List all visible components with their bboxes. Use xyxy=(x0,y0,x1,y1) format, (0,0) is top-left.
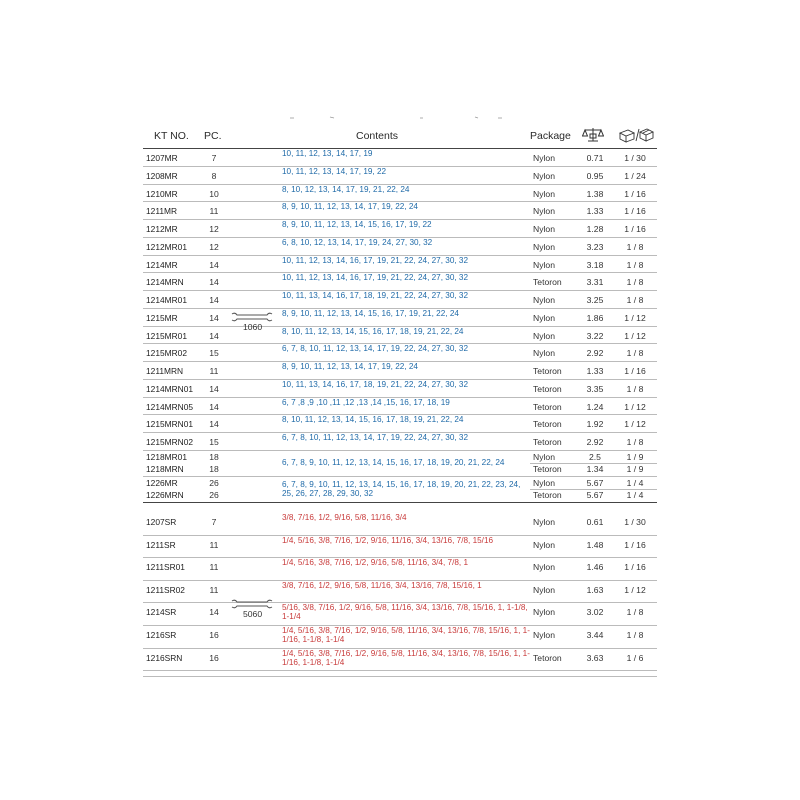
contents-sizes: 3/8, 7/16, 1/2, 9/16, 5/8, 11/16, 3/4 xyxy=(282,513,407,522)
kt-number: 1215MRN02 xyxy=(146,437,194,447)
piece-count: 14 xyxy=(209,607,219,618)
weight-value: 1.28 xyxy=(586,224,604,234)
row-divider xyxy=(143,676,657,677)
weight-value: 1.34 xyxy=(586,463,604,474)
contents-sizes: 6, 7 ,8 ,9 ,10 ,11 ,12 ,13 ,14 ,15, 16, 17, 18, 19 xyxy=(282,397,450,407)
package-type: Nylon xyxy=(533,312,555,323)
kt-number: 1215MRN01 xyxy=(146,419,194,430)
weight-value: 5.67 xyxy=(586,489,604,500)
piece-count: 14 xyxy=(209,330,219,341)
contents-sizes: 8, 9, 10, 11, 12, 13, 14, 15, 16, 17, 19, 22 xyxy=(282,220,432,229)
weight-value: 0.61 xyxy=(586,517,604,527)
carton-quantity: 1 / 30 xyxy=(624,153,646,163)
contents-sizes: 8, 9, 10, 11, 12, 13, 14, 17, 19, 22, 24 xyxy=(282,362,418,371)
piece-count: 11 xyxy=(209,562,219,573)
carton-quantity: 1 / 16 xyxy=(624,188,646,199)
carton-quantity: 1 / 8 xyxy=(626,607,644,618)
weight-value: 1.33 xyxy=(586,206,604,217)
contents-sizes: 1/4, 5/16, 3/8, 7/16, 1/2, 9/16, 11/16, 3/4, 13/16, 7/8, 15/16 xyxy=(282,535,494,545)
contents-sizes: 10, 11, 13, 14, 16, 17, 18, 19, 21, 22, 24, 27, 30, 32 xyxy=(282,291,469,300)
kt-number: 1211MRN xyxy=(146,366,184,376)
package-type: Nylon xyxy=(533,259,555,270)
package-type: Tetoron xyxy=(533,437,562,447)
carton-quantity: 1 / 16 xyxy=(624,366,646,376)
package-type: Nylon xyxy=(533,584,555,595)
piece-count: 8 xyxy=(211,170,217,181)
piece-count: 11 xyxy=(209,206,219,217)
weight-value: 0.95 xyxy=(586,170,604,181)
weight-value: 1.86 xyxy=(586,312,604,323)
contents-sizes: 8, 9, 10, 11, 12, 13, 14, 17, 19, 22, 24 xyxy=(282,202,418,212)
package-type: Nylon xyxy=(533,539,555,550)
header-pc: PC. xyxy=(204,130,222,142)
group-label-5060: 5060 xyxy=(243,609,263,619)
piece-count: 14 xyxy=(209,383,219,394)
piece-count: 12 xyxy=(209,241,219,252)
kt-number: 1211MR xyxy=(146,206,178,217)
kt-number: 1208MR xyxy=(146,170,178,181)
piece-count: 18 xyxy=(209,451,219,462)
piece-count: 16 xyxy=(209,630,219,640)
weight-value: 1.24 xyxy=(586,401,604,412)
kt-number: 1214MRN01 xyxy=(146,383,194,394)
piece-count: 14 xyxy=(209,259,219,270)
kt-number: 1215MR xyxy=(146,312,178,323)
scale-icon xyxy=(582,126,604,144)
carton-quantity: 1 / 9 xyxy=(626,451,644,462)
piece-count: 26 xyxy=(209,477,219,488)
package-type: Nylon xyxy=(533,630,555,640)
kt-number: 1218MR01 xyxy=(146,451,187,462)
contents-sizes: 8, 10, 11, 12, 13, 14, 15, 16, 17, 18, 19, 21, 22, 24 xyxy=(282,415,464,425)
package-type: Nylon xyxy=(533,170,555,181)
weight-value: 3.22 xyxy=(586,330,604,341)
contents-sizes: 6, 7, 8, 9, 10, 11, 12, 13, 14, 15, 16, 17, 18, 19, 20, 21, 22, 23, 24, 25, 26, 27, 28, 29, 30, 32 xyxy=(282,479,521,498)
carton-quantity: 1 / 8 xyxy=(626,348,644,359)
weight-value: 3.63 xyxy=(586,652,604,663)
kt-number: 1215MR02 xyxy=(146,348,187,359)
weight-value: 3.31 xyxy=(586,277,604,288)
weight-value: 3.35 xyxy=(586,383,604,394)
weight-value: 1.92 xyxy=(586,419,604,430)
carton-quantity: 1 / 12 xyxy=(624,584,646,595)
package-type: Nylon xyxy=(533,451,555,462)
contents-sizes: 1/4, 5/16, 3/8, 7/16, 1/2, 9/16, 5/8, 11/16, 3/4, 7/8, 1 xyxy=(282,558,469,568)
kt-number: 1214MRN05 xyxy=(146,401,194,412)
contents-sizes: 10, 11, 12, 13, 14, 16, 17, 19, 21, 22, 24, 27, 30, 32 xyxy=(282,255,469,265)
carton-quantity: 1 / 8 xyxy=(626,259,644,270)
contents-sizes: 6, 7, 8, 10, 11, 12, 13, 14, 17, 19, 22, 24, 27, 30, 32 xyxy=(282,344,469,354)
weight-value: 3.23 xyxy=(586,241,604,252)
weight-value: 3.25 xyxy=(586,295,604,305)
carton-quantity: 1 / 12 xyxy=(624,401,646,412)
weight-value: 1.46 xyxy=(586,562,604,573)
weight-value: 2.5 xyxy=(589,451,601,462)
piece-count: 11 xyxy=(209,539,219,550)
contents-sizes: 10, 11, 12, 13, 14, 17, 19 xyxy=(282,149,373,158)
carton-quantity: 1 / 4 xyxy=(626,489,644,500)
carton-quantity: 1 / 8 xyxy=(626,383,644,394)
carton-quantity: 1 / 16 xyxy=(624,539,646,550)
piece-count: 15 xyxy=(209,437,219,447)
kt-number: 1226MR xyxy=(146,477,178,488)
carton-quantity: 1 / 4 xyxy=(626,477,644,488)
package-type: Nylon xyxy=(533,295,555,305)
box-icon xyxy=(618,127,654,143)
package-type: Nylon xyxy=(533,348,555,359)
kt-number: 1207SR xyxy=(146,517,177,527)
carton-quantity: 1 / 30 xyxy=(624,517,646,527)
contents-sizes: 8, 10, 12, 13, 14, 17, 19, 21, 22, 24 xyxy=(282,184,410,194)
piece-count: 11 xyxy=(209,584,219,595)
kt-number: 1207MR xyxy=(146,153,178,163)
package-type: Nylon xyxy=(533,517,555,527)
carton-quantity: 1 / 9 xyxy=(626,463,644,474)
kt-number: 1215MR01 xyxy=(146,330,187,341)
contents-sizes: 8, 9, 10, 11, 12, 13, 14, 15, 16, 17, 19, 21, 22, 24 xyxy=(282,308,459,318)
piece-count: 7 xyxy=(211,517,217,527)
package-type: Tetoron xyxy=(533,401,562,412)
contents-sizes: 6, 7, 8, 10, 11, 12, 13, 14, 17, 19, 22, 24, 27, 30, 32 xyxy=(282,433,469,442)
package-type: Nylon xyxy=(533,241,555,252)
carton-quantity: 1 / 8 xyxy=(626,241,644,252)
contents-sizes: 8, 10, 11, 12, 13, 14, 15, 16, 17, 18, 19, 21, 22, 24 xyxy=(282,326,464,336)
carton-quantity: 1 / 12 xyxy=(624,419,646,430)
carton-quantity: 1 / 8 xyxy=(626,295,644,305)
row-divider xyxy=(530,463,657,464)
group-label-1060: 1060 xyxy=(243,322,263,332)
package-type: Nylon xyxy=(533,607,555,618)
carton-quantity: 1 / 16 xyxy=(624,206,646,217)
piece-count: 12 xyxy=(209,224,219,234)
package-type: Nylon xyxy=(533,330,555,341)
weight-value: 1.48 xyxy=(586,539,604,550)
carton-quantity: 1 / 16 xyxy=(624,562,646,573)
kt-number: 1211SR01 xyxy=(146,562,185,573)
carton-quantity: 1 / 24 xyxy=(624,170,646,181)
kt-number: 1212MR xyxy=(146,224,178,234)
piece-count: 14 xyxy=(209,295,219,305)
contents-sizes: 10, 11, 13, 14, 16, 17, 18, 19, 21, 22, 24, 27, 30, 32 xyxy=(282,379,469,389)
carton-quantity: 1 / 8 xyxy=(626,277,644,288)
faint-top-marks xyxy=(260,115,530,121)
contents-sizes: 3/8, 7/16, 1/2, 9/16, 5/8, 11/16, 3/4, 13/16, 7/8, 15/16, 1 xyxy=(282,580,482,590)
carton-quantity: 1 / 12 xyxy=(624,312,646,323)
carton-quantity: 1 / 8 xyxy=(626,630,644,640)
package-type: Nylon xyxy=(533,153,555,163)
piece-count: 14 xyxy=(209,401,219,412)
row-divider xyxy=(143,670,657,671)
kt-number: 1218MRN xyxy=(146,463,184,474)
weight-value: 3.44 xyxy=(586,630,604,640)
weight-value: 1.63 xyxy=(586,584,604,595)
contents-sizes: 5/16, 3/8, 7/16, 1/2, 9/16, 5/8, 11/16, 3/4, 13/16, 7/8, 15/16, 1, 1-1/8, 1-1/4 xyxy=(282,603,528,622)
kt-number: 1226MRN xyxy=(146,489,184,500)
row-divider xyxy=(530,489,657,490)
piece-count: 26 xyxy=(209,489,219,500)
contents-sizes: 10, 11, 12, 13, 14, 16, 17, 19, 21, 22, 24, 27, 30, 32 xyxy=(282,273,469,283)
carton-quantity: 1 / 16 xyxy=(624,224,646,234)
contents-sizes: 10, 11, 12, 13, 14, 17, 19, 22 xyxy=(282,166,387,176)
package-type: Tetoron xyxy=(533,383,562,394)
carton-quantity: 1 / 6 xyxy=(626,652,644,663)
kt-number: 1216SR xyxy=(146,630,177,640)
package-type: Nylon xyxy=(533,562,555,573)
piece-count: 14 xyxy=(209,277,219,288)
piece-count: 15 xyxy=(209,348,219,359)
package-type: Tetoron xyxy=(533,463,562,474)
weight-value: 2.92 xyxy=(586,437,604,447)
piece-count: 7 xyxy=(211,153,217,163)
kt-number: 1211SR xyxy=(146,539,176,550)
weight-value: 5.67 xyxy=(586,477,604,488)
contents-sizes: 1/4, 5/16, 3/8, 7/16, 1/2, 9/16, 5/8, 11/16, 3/4, 13/16, 7/8, 15/16, 1, 1-1/16, 1-1/8, 1-1/4 xyxy=(282,648,530,667)
weight-value: 1.38 xyxy=(586,188,604,199)
contents-sizes: 6, 8, 10, 12, 13, 14, 17, 19, 24, 27, 30, 32 xyxy=(282,237,433,247)
carton-quantity: 1 / 8 xyxy=(626,437,644,447)
package-type: Tetoron xyxy=(533,489,562,500)
piece-count: 10 xyxy=(209,188,219,199)
kt-number: 1214MR01 xyxy=(146,295,187,305)
package-type: Tetoron xyxy=(533,419,562,430)
weight-value: 0.71 xyxy=(586,153,604,163)
package-type: Tetoron xyxy=(533,277,562,288)
kt-number: 1214MRN xyxy=(146,277,184,288)
kt-number: 1212MR01 xyxy=(146,241,187,252)
weight-value: 3.18 xyxy=(586,259,604,270)
kt-number: 1210MR xyxy=(146,188,178,199)
package-type: Nylon xyxy=(533,206,555,217)
row-divider xyxy=(143,502,657,503)
package-type: Tetoron xyxy=(533,366,562,376)
kt-number: 1211SR02 xyxy=(146,584,185,595)
header-package: Package xyxy=(530,130,571,142)
package-type: Nylon xyxy=(533,224,555,234)
piece-count: 14 xyxy=(209,312,219,323)
weight-value: 1.33 xyxy=(586,366,604,376)
carton-quantity: 1 / 12 xyxy=(624,330,646,341)
piece-count: 11 xyxy=(209,366,219,376)
header-contents: Contents xyxy=(356,130,399,142)
weight-value: 2.92 xyxy=(586,348,604,359)
piece-count: 16 xyxy=(209,652,219,663)
piece-count: 18 xyxy=(209,463,219,474)
header-kt-no: KT NO. xyxy=(154,130,189,142)
contents-sizes: 1/4, 5/16, 3/8, 7/16, 1/2, 9/16, 5/8, 11/16, 3/4, 13/16, 7/8, 15/16, 1, 1-1/16, 1-1/8, 1-1/4 xyxy=(282,626,530,644)
kt-number: 1214SR xyxy=(146,607,177,618)
package-type: Tetoron xyxy=(533,652,562,663)
weight-value: 3.02 xyxy=(586,607,604,618)
package-type: Nylon xyxy=(533,188,555,199)
kt-number: 1216SRN xyxy=(146,652,183,663)
contents-sizes: 6, 7, 8, 9, 10, 11, 12, 13, 14, 15, 16, 17, 18, 19, 20, 21, 22, 24 xyxy=(282,457,505,467)
package-type: Nylon xyxy=(533,477,555,488)
kt-number: 1214MR xyxy=(146,259,178,270)
piece-count: 14 xyxy=(209,419,219,430)
